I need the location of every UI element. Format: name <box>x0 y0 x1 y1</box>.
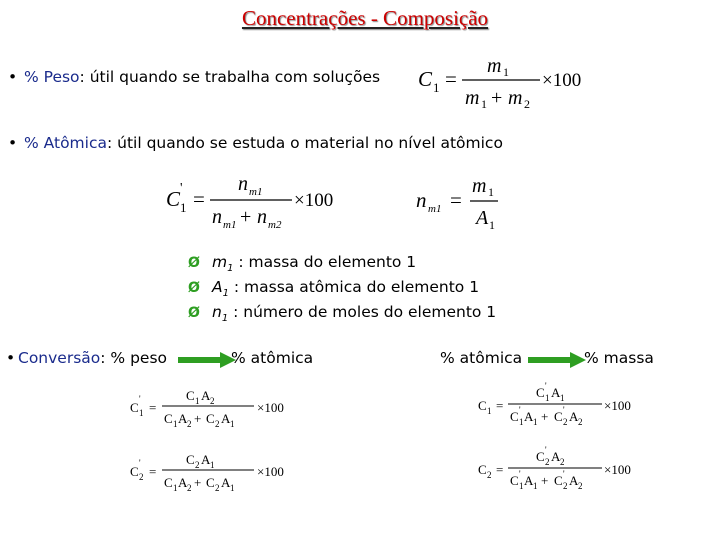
svg-text:': ' <box>563 469 565 479</box>
def-subscript: 1 <box>221 313 229 325</box>
svg-text:=: = <box>450 188 462 212</box>
svg-text:×100: ×100 <box>257 400 284 415</box>
svg-text:2: 2 <box>215 419 220 429</box>
svg-text:m1: m1 <box>223 219 237 231</box>
svg-text:2: 2 <box>545 457 550 467</box>
svg-text:n: n <box>416 188 427 212</box>
def-m1 <box>188 253 416 274</box>
formula-c2-atomic <box>126 446 296 496</box>
svg-text:×100: ×100 <box>294 190 334 211</box>
svg-text:2: 2 <box>524 97 530 111</box>
peso-desc: : útil quando se trabalha com soluções <box>79 68 381 86</box>
svg-text:1: 1 <box>195 396 200 406</box>
svg-text:2: 2 <box>487 470 492 480</box>
svg-text:1: 1 <box>560 393 565 403</box>
arrow-bullet-icon: Ø <box>188 255 200 271</box>
svg-text:A: A <box>551 449 561 464</box>
svg-text:1: 1 <box>433 80 440 95</box>
svg-text:A: A <box>524 409 534 424</box>
svg-text:1: 1 <box>489 218 495 232</box>
svg-text:1: 1 <box>210 460 215 470</box>
svg-text:m1: m1 <box>249 186 263 198</box>
svg-text:1: 1 <box>180 200 187 215</box>
def-text: : número de moles do elemento 1 <box>228 303 497 321</box>
svg-text:': ' <box>180 181 183 196</box>
svg-text:2: 2 <box>195 460 200 470</box>
svg-text:=: = <box>496 398 504 413</box>
atomica-term: % Atômica <box>24 134 107 152</box>
svg-text:+: + <box>541 473 549 488</box>
svg-text:C: C <box>186 452 195 467</box>
svg-text:A: A <box>178 475 188 490</box>
svg-text:n: n <box>238 173 248 195</box>
formula-c1-mass <box>474 380 649 430</box>
svg-text:1: 1 <box>230 483 235 493</box>
right-arrow-icon <box>528 352 586 368</box>
conversao-line <box>6 349 167 367</box>
svg-text:C: C <box>536 385 545 400</box>
svg-text:2: 2 <box>187 483 192 493</box>
svg-text:2: 2 <box>187 419 192 429</box>
svg-text:C: C <box>130 464 139 479</box>
conversao-from-2: % atômica <box>440 349 523 367</box>
svg-text:=: = <box>193 187 205 211</box>
svg-text:C: C <box>206 475 215 490</box>
svg-text:+: + <box>240 206 252 228</box>
svg-text:': ' <box>545 445 547 455</box>
def-symbol: m <box>212 253 228 271</box>
svg-text:1: 1 <box>533 417 538 427</box>
svg-text:': ' <box>519 405 521 415</box>
svg-text:C: C <box>130 400 139 415</box>
svg-text:2: 2 <box>563 417 568 427</box>
svg-text:2: 2 <box>210 396 215 406</box>
svg-text:×100: ×100 <box>604 398 631 413</box>
right-arrow-icon <box>178 352 236 368</box>
svg-text:1: 1 <box>230 419 235 429</box>
svg-text:1: 1 <box>533 481 538 491</box>
svg-text:=: = <box>149 464 157 479</box>
svg-text:=: = <box>445 67 457 91</box>
svg-text:1: 1 <box>139 408 144 418</box>
svg-text:=: = <box>149 400 157 415</box>
svg-text:m: m <box>472 175 487 197</box>
svg-text:C: C <box>510 409 519 424</box>
bullet: • <box>8 134 18 152</box>
def-text: : massa atômica do elemento 1 <box>228 278 480 296</box>
atomica-line <box>8 134 503 152</box>
svg-text:n: n <box>212 206 222 228</box>
svg-text:A: A <box>551 385 561 400</box>
svg-text:C: C <box>478 398 487 413</box>
svg-text:': ' <box>519 469 521 479</box>
svg-text:A: A <box>476 207 489 229</box>
arrow-bullet-icon: Ø <box>188 280 200 296</box>
svg-text:2: 2 <box>215 483 220 493</box>
svg-text:2: 2 <box>578 417 583 427</box>
svg-text:C: C <box>164 411 173 426</box>
svg-text:A: A <box>221 411 231 426</box>
svg-text:A: A <box>178 411 188 426</box>
def-symbol: n <box>212 303 222 321</box>
svg-text:×100: ×100 <box>604 462 631 477</box>
svg-text:A: A <box>569 473 579 488</box>
svg-text:C: C <box>554 409 563 424</box>
def-a1 <box>188 278 479 299</box>
svg-text:2: 2 <box>578 481 583 491</box>
formula-c1-atomic <box>126 382 296 432</box>
svg-text:': ' <box>139 394 141 404</box>
peso-term: % Peso <box>24 68 80 86</box>
svg-text:1: 1 <box>503 65 509 79</box>
bullet: • <box>6 349 16 367</box>
peso-line <box>8 68 380 86</box>
svg-text:×100: ×100 <box>542 70 582 91</box>
conversao-term: Conversão <box>18 349 101 367</box>
def-symbol: A <box>212 278 223 296</box>
svg-text:m: m <box>487 55 502 77</box>
svg-text:1: 1 <box>481 97 487 111</box>
svg-text:1: 1 <box>173 419 178 429</box>
svg-text:m: m <box>508 87 523 109</box>
svg-text:2: 2 <box>139 472 144 482</box>
svg-text:+: + <box>194 411 202 426</box>
svg-text:1: 1 <box>487 406 492 416</box>
svg-text:1: 1 <box>519 417 524 427</box>
svg-text:m1: m1 <box>428 203 442 215</box>
svg-text:C: C <box>510 473 519 488</box>
bullet: • <box>8 68 18 86</box>
svg-text:C: C <box>164 475 173 490</box>
formula-c2-mass <box>474 444 649 494</box>
svg-text:C: C <box>478 462 487 477</box>
svg-text:1: 1 <box>173 483 178 493</box>
conversao-to-1: % atômica <box>231 349 314 367</box>
svg-text:n: n <box>257 206 267 228</box>
svg-text:C: C <box>418 67 433 91</box>
svg-text:×100: ×100 <box>257 464 284 479</box>
svg-text:2: 2 <box>560 457 565 467</box>
svg-text:A: A <box>201 452 211 467</box>
atomica-desc: : útil quando se estuda o material no nível atômico <box>106 134 503 152</box>
svg-text:C: C <box>554 473 563 488</box>
svg-text:C: C <box>166 187 181 211</box>
svg-text:A: A <box>221 475 231 490</box>
def-subscript: 1 <box>222 288 229 300</box>
arrow-bullet-icon: Ø <box>188 305 200 321</box>
formula-moles <box>412 172 522 236</box>
page-title: Concentrações - Composição <box>241 6 489 30</box>
def-text: : massa do elemento 1 <box>233 253 417 271</box>
conversao-to-2: % massa <box>584 349 654 367</box>
svg-text:C: C <box>186 388 195 403</box>
svg-text:': ' <box>563 405 565 415</box>
def-subscript: 1 <box>227 263 234 275</box>
svg-text:': ' <box>139 458 141 468</box>
svg-text:+: + <box>491 87 503 109</box>
svg-text:=: = <box>496 462 504 477</box>
svg-text:1: 1 <box>519 481 524 491</box>
svg-text:A: A <box>201 388 211 403</box>
svg-text:A: A <box>569 409 579 424</box>
svg-text:m2: m2 <box>268 219 282 231</box>
formula-atomic-percent <box>160 170 360 234</box>
svg-text:C: C <box>536 449 545 464</box>
svg-text:C: C <box>206 411 215 426</box>
svg-text:+: + <box>541 409 549 424</box>
conversao-suffix: : % peso <box>100 349 168 367</box>
svg-text:': ' <box>545 381 547 391</box>
svg-text:+: + <box>194 475 202 490</box>
svg-text:2: 2 <box>563 481 568 491</box>
svg-text:1: 1 <box>545 393 550 403</box>
svg-text:1: 1 <box>488 185 494 199</box>
formula-weight-percent <box>412 50 602 112</box>
def-n1 <box>188 303 496 324</box>
svg-text:m: m <box>465 87 480 109</box>
svg-text:A: A <box>524 473 534 488</box>
